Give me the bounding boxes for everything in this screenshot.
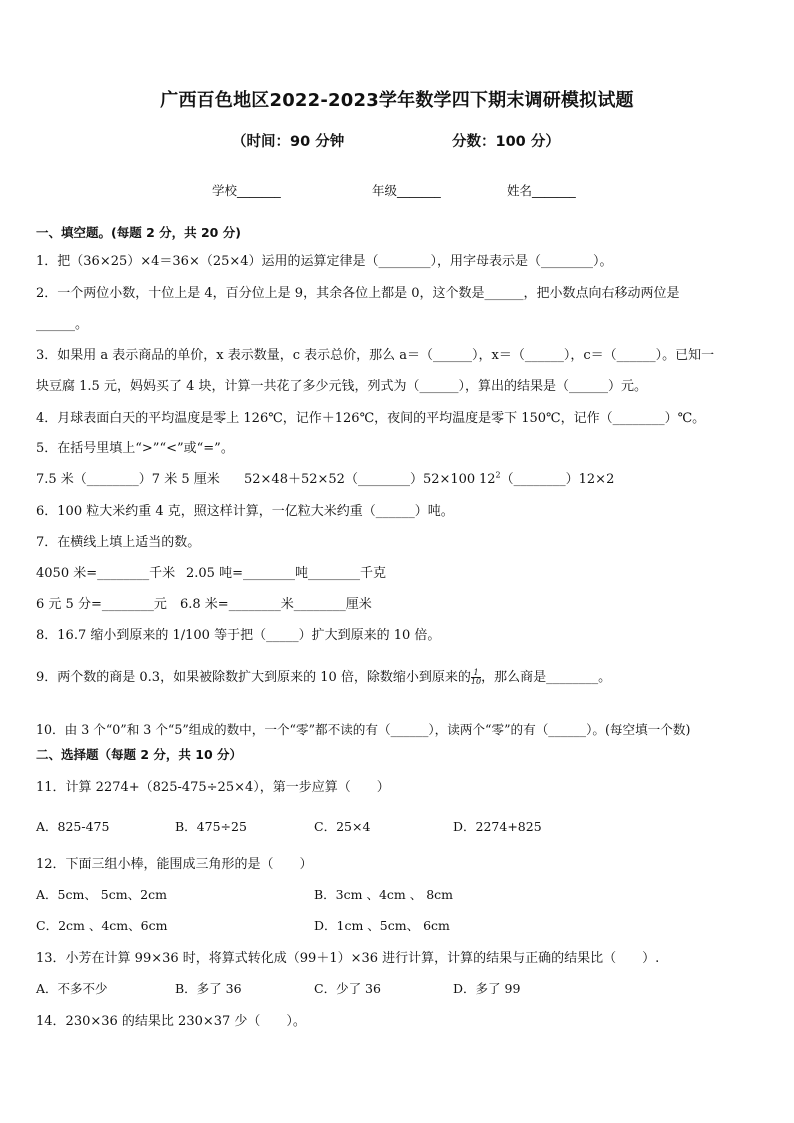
question-10: 10．由 3 个“0”和 3 个“5”组成的数中，一个“零”都不读的有（______），读两个“零”的有（______）。(每空填一个数) xyxy=(36,722,691,737)
question-1: 1．把（36×25）×4＝36×（25×4）运用的运算定律是（________），用字母表示是（________）。 xyxy=(36,254,613,269)
question-5a: 7.5 米（________）7 米 5 厘米 xyxy=(36,472,220,487)
question-12: 12．下面三组小棒，能围成三角形的是（ ） xyxy=(36,857,313,872)
q5c-base: 12 xyxy=(479,472,496,487)
exam-score: 分数：100 分） xyxy=(452,134,560,150)
question-14: 14．230×36 的结果比 230×37 少（ ）。 xyxy=(36,1014,306,1029)
q11-option-b: B．475÷25 xyxy=(175,819,247,834)
name-field: 姓名_______ xyxy=(507,183,576,198)
q11-option-a: A．825-475 xyxy=(36,819,110,834)
question-8: 8．16.7 缩小到原来的 1/100 等于把（_____）扩大到原来的 10 倍。 xyxy=(36,628,441,643)
q13-option-b: B．多了 36 xyxy=(175,981,242,996)
question-6: 6．100 粒大米约重 4 克，照这样计算，一亿粒大米约重（______）吨。 xyxy=(36,504,454,519)
question-5c xyxy=(479,468,614,487)
q9-text-a: 9．两个数的商是 0.3，如果被除数扩大到原来的 10 倍，除数缩小到原来的 xyxy=(36,670,471,685)
question-3: 3．如果用 a 表示商品的单价，x 表示数量，c 表示总价，那么 a＝（______），x＝（______），c＝（______）。已知一 xyxy=(36,348,715,363)
section2-heading: 二、选择题（每题 2 分，共 10 分） xyxy=(36,747,243,762)
q9-denominator: 10 xyxy=(470,677,482,686)
q12-option-a: A．5cm、 5cm、2cm xyxy=(36,887,167,902)
question-2-cont: ______。 xyxy=(36,317,89,332)
question-13: 13．小芳在计算 99×36 时，将算式转化成（99＋1）×36 进行计算，计算的结果与正确的结果比（ ）. xyxy=(36,951,660,966)
question-7d: 6.8 米=________米________厘米 xyxy=(180,597,372,612)
question-4: 4．月球表面白天的平均温度是零上 126℃，记作＋126℃，夜间的平均温度是零下 150℃，记作（________）℃。 xyxy=(36,411,706,426)
q9-text-b: ，那么商是________。 xyxy=(481,670,612,685)
section1-heading: 一、填空题。(每题 2 分，共 20 分) xyxy=(36,225,241,240)
q11-option-c: C．25×4 xyxy=(314,819,371,834)
q13-option-c: C．少了 36 xyxy=(314,981,381,996)
question-2: 2．一个两位小数，十位上是 4，百分位上是 9，其余各位上都是 0，这个数是______，把小数点向右移动两位是 xyxy=(36,286,680,301)
exam-time: （时间：90 分钟 xyxy=(232,134,345,150)
q13-option-d: D．多了 99 xyxy=(453,981,521,996)
q5c-exponent: 2 xyxy=(495,470,501,480)
exam-title: 广西百色地区2022-2023学年数学四下期末调研模拟试题 xyxy=(160,90,634,111)
question-7b: 2.05 吨=________吨________千克 xyxy=(186,566,386,581)
q9-fraction xyxy=(471,669,481,686)
question-9 xyxy=(36,666,611,686)
question-7a: 4050 米=________千米 xyxy=(36,566,176,581)
question-7: 7．在横线上填上适当的数。 xyxy=(36,535,201,550)
q12-option-d: D．1cm 、5cm、 6cm xyxy=(314,918,450,933)
q9-numerator: 1 xyxy=(471,669,481,678)
q11-option-d: D．2274+825 xyxy=(453,819,542,834)
q5c-rest: （________）12×2 xyxy=(500,472,615,487)
grade-field: 年级_______ xyxy=(372,183,441,198)
question-5: 5．在括号里填上“>”“<”或“=”。 xyxy=(36,441,234,456)
q13-option-a: A．不多不少 xyxy=(36,981,108,996)
question-7c: 6 元 5 分=________元 xyxy=(36,597,167,612)
q12-option-b: B．3cm 、4cm 、 8cm xyxy=(314,887,454,902)
question-5b: 52×48＋52×52（________）52×100 xyxy=(244,472,476,487)
question-3-cont: 块豆腐 1.5 元，妈妈买了 4 块，计算一共花了多少元钱，列式为（______），算出的结果是（______）元。 xyxy=(36,379,647,394)
question-11: 11．计算 2274+（825-475÷25×4），第一步应算（ ） xyxy=(36,780,390,795)
school-field: 学校_______ xyxy=(212,183,281,198)
q12-option-c: C．2cm 、4cm、6cm xyxy=(36,918,168,933)
